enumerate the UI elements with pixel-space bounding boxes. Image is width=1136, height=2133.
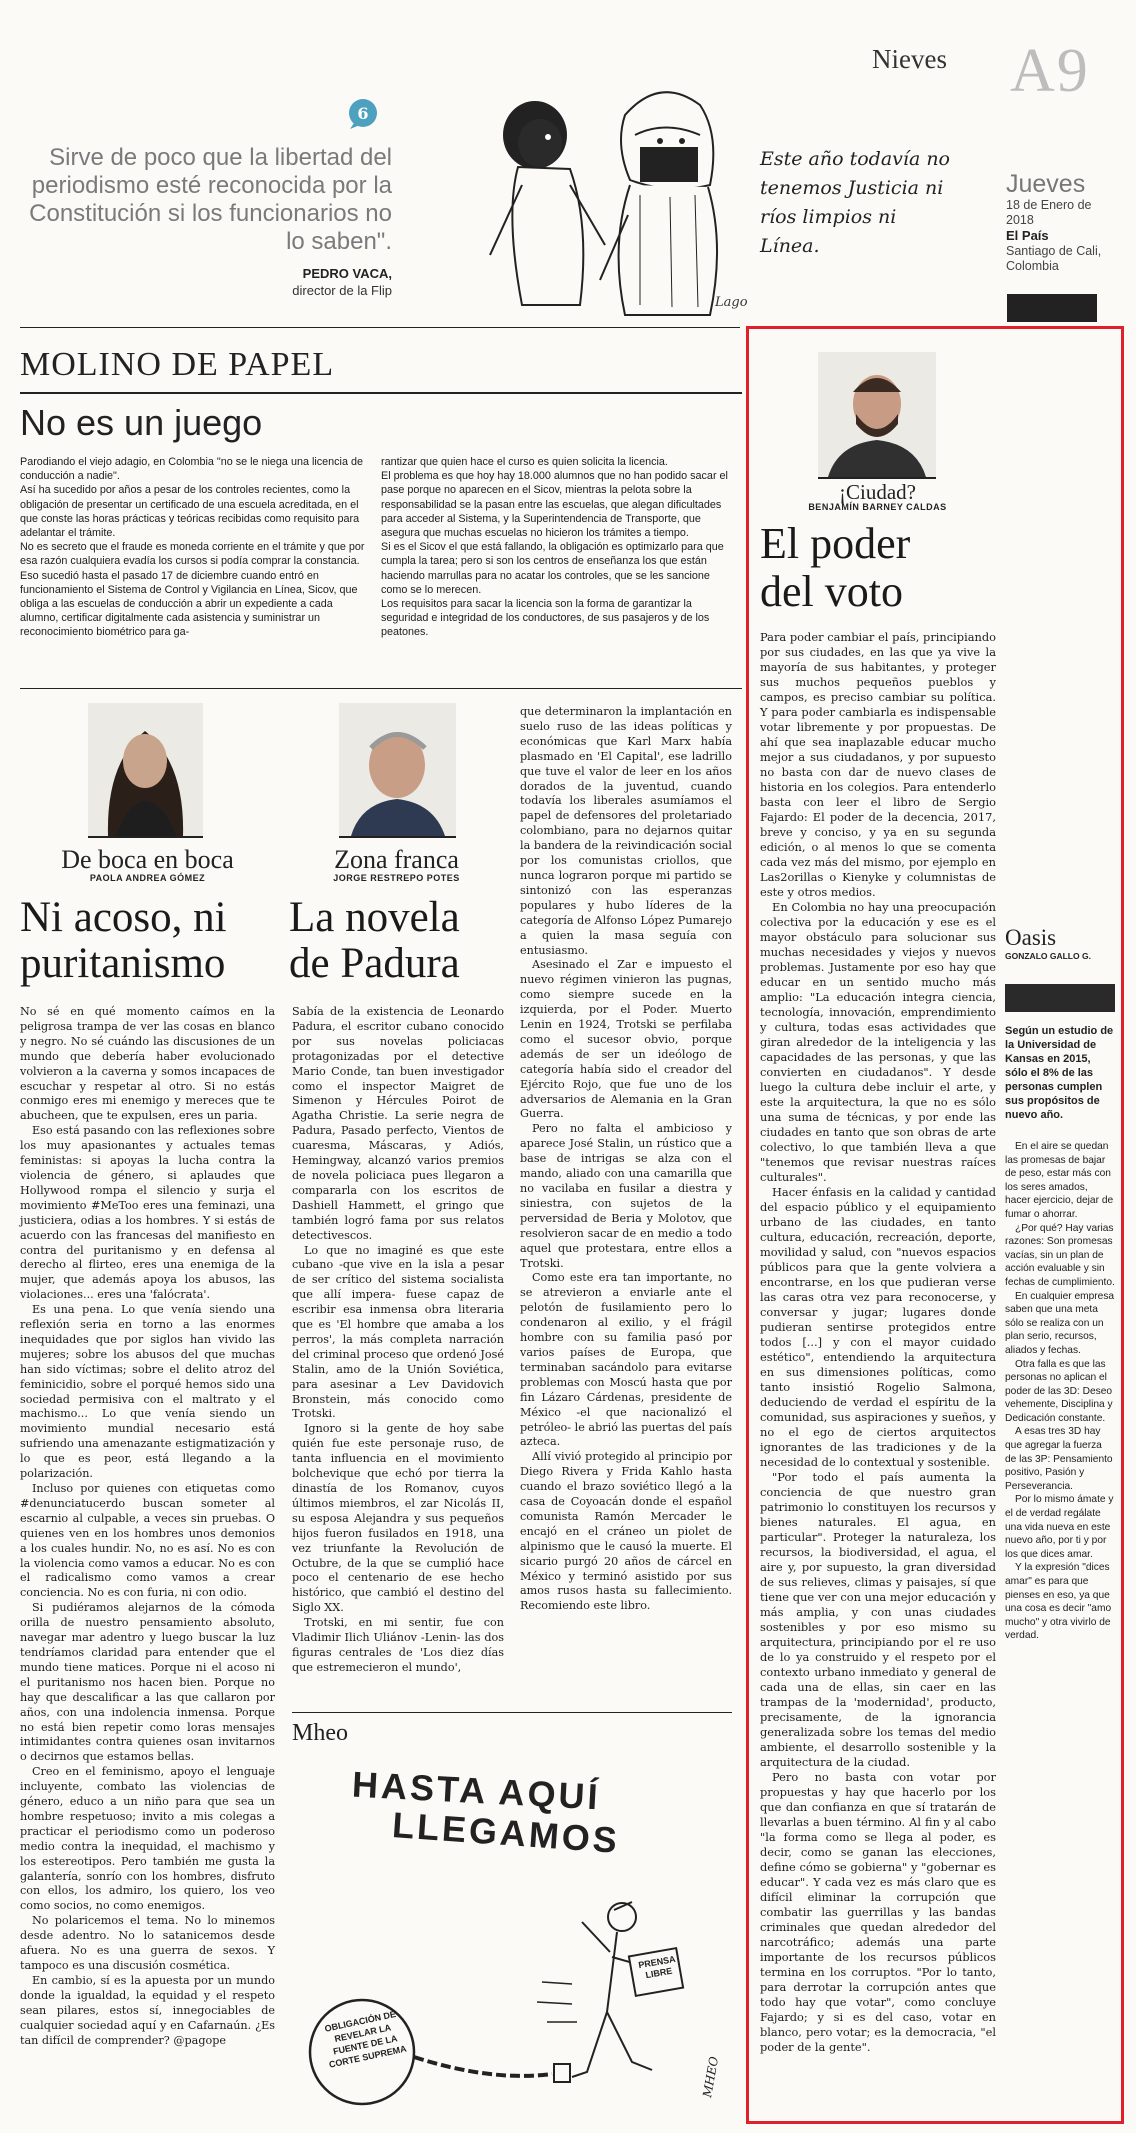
author-photo-restrepo — [339, 703, 456, 838]
speech-bubble-icon — [346, 98, 380, 130]
column-paragraph: En Colombia no hay una preocupación colectiva por la educación y ese es el mayor obstáculo para solucionar sus muchas necesidades y viejos y nuevos problemas. Justamente por eso hay que educar en un sentido mucho más amplio: "La educación integra ciencia, tecnología, innovación, emprendimiento y cultura, todas esas actividades que giran alrededor de la inteligencia y las capacidades de las personas, y que las convierten en ciudadanos". Y desde luego la cultura debe incluir el arte, y este la arquitectura, la que no es sólo una suma de técnicas, y por ende las ciudades en tanto que son obras de arte colectivo, lo que también lleva a que "tenemos que revisar nuestras raíces culturales". — [760, 900, 996, 1184]
mheo-cartoon — [292, 1752, 732, 2122]
column-title-restrepo: La novela de Padura — [289, 894, 460, 987]
cartoon-rule — [292, 1712, 732, 1713]
cartoon-speech-line2: LLEGAMOS — [390, 1804, 622, 1861]
column-title-gomez: Ni acoso, ni puritanismo — [20, 894, 227, 987]
column-author-gomez: PAOLA ANDREA GÓMEZ — [89, 873, 206, 883]
editorial-bottom-rule — [20, 688, 742, 689]
column-paragraph: Trotski, en mi sentir, fue con Vladimir Ilich Uliánov -Lenin- las dos figuras centrales de 'Los diez días que estremecieron el mundo', — [292, 1616, 504, 1674]
column-title-barney-line2: del voto — [760, 567, 903, 616]
column-section-restrepo: Zona franca — [334, 845, 459, 874]
editorial-paragraph: Parodiando el viejo adagio, en Colombia "no se le niega una licencia de conducción a nadie". — [20, 456, 363, 483]
column-paragraph: Si pudiéramos alejarnos de la cómoda orilla de nuestro pensamiento absoluto, navegar mar adentro y luego buscar la luz tendríamos claridad para entender que el mundo tiene matices. Porque ni el acoso ni el puritanismo nos hacen bien. Porque no hay que descalificar a las que callaron por años, con una indolencia inmensa. Porque no está bien repetir como loras mensajes intimidantes contra quienes osan invitarnos o decirnos que estamos bellas. — [20, 1601, 275, 1764]
column-title-barney — [760, 520, 1000, 616]
column-paragraph: Asesinado el Zar e impuesto el nuevo régimen vinieron las pugnas, como siempre sucede en la izquierda, por el Poder. Muerto Lenin en 1924, Trotski se perfilaba como el sucesor obvio, porque además de ser un ideólogo de categoría había sido el creador del Ejército Rojo, que fue uno de los adversarios de Alemania en la Gran Guerra. — [520, 958, 732, 1121]
editorial-paragraph: Los requisitos para sacar la licencia son la forma de garantizar la seguridad e integridad de los conductores, de sus pasajeros y de los peatones. — [381, 598, 710, 639]
column-body-gomez — [20, 1005, 275, 2048]
editorial-paragraph: No es secreto que el fraude es moneda corriente en el trámite y que por esa razón cualquiera evadía los cursos si podía comprar la constancia. — [20, 541, 365, 568]
column-paragraph: No sé en qué momento caímos en la peligrosa trampa de ver las cosas en blanco y negro. No sé cuándo las discusiones de un mundo que debería haber evolucionado volvieron a la caverna y somos incapaces de escuchar y respetar al otro. Si no estás conmigo eres mi enemigo y mereces que te abucheen, que te expulsen, eres un paria. — [20, 1005, 275, 1123]
date: 18 de Enero de 2018 — [1006, 198, 1092, 227]
svg-text:6: 6 — [357, 104, 369, 123]
column-paragraph: Sabía de la existencia de Leonardo Padura, el escritor cubano conocido por sus novelas policiacas protagonizadas por el detective Mario Conde, tan buen investigador como el inspector Maigret de Simenon y Hércules Poirot de Agatha Christie. La serie negra de Padura, Pasado perfecto, Vientos de cuaresma, Máscaras, y Adiós, Hemingway, alcanzó varios premios de novela policiaca pues llegaron a compararla con los escritos de Dashiell Hammett, el gringo que también logró fama por sus relatos detectivescos. — [292, 1005, 504, 1242]
column-body-barney — [760, 630, 996, 2055]
column-paragraph: En cualquier empresa saben que una meta sólo se realiza con un plan serio, recursos, aliados y fechas. — [1005, 1290, 1115, 1356]
column-title-barney-line1: El poder — [760, 519, 911, 568]
editorial-title: No es un juego — [20, 402, 263, 443]
page-number: A9 — [1010, 37, 1090, 105]
author-photo-gomez — [88, 703, 203, 838]
column-paragraph: Lo que no imaginé es que este cubano -que vive en la isla a pesar de ser crítico del sistema socialista que allí impera- fuese capaz de escribir esa inmensa obra literaria que es 'El hombre que amaba a los perros', la más completa narración del criminal proceso que ordenó José Stalin, amo de la Unión Soviética, para asesinar a Lev Davidovich Bronstein, más conocido como Trotski. — [292, 1243, 504, 1421]
column-paragraph: ¿Por qué? Hay varias razones: Son promesas vacías, sin un plan de acción evaluable y sin fechas de cumplimiento. — [1005, 1222, 1115, 1288]
column-paragraph: Hacer énfasis en la calidad y cantidad del espacio público y el equipamiento urbano de las ciudades, en tanto cultura, educación, recreación, deporte, movilidad y salud, con "nuevos espacios públicos para que la gente volviera a encontrarse, en los que pudieran verse las caras otra vez para reconocerse, y conversar y jugar; lugares donde pudieran sentirse protegidos entre todos [...] y con el mayor cuidado estético", entendiendo la arquitectura en sus dimensiones políticas, como tanto insistió Rogelio Salmona, deduciendo de verdad el espíritu de la comunidad, sus aspiraciones y sueños, y no el ego de ciertos arquitectos ignorantes de las tradiciones y de la necesidad de lo contextual y sostenible. — [760, 1185, 996, 1469]
column-section-barney: ¡Ciudad? — [839, 480, 916, 504]
column-paragraph: Para poder cambiar el país, principiando por sus ciudades, en las que ya vive la mayoría de sus habitantes, y proteger sus muchos pequeños pueblos y campos, es preciso cambiar su política. Y para poder cambiarla es indispensable votar libremente y por propuestas. De ahí que sea inaplazable educar mucho mejor a sus ciudadanos, y por supuesto no basta con dar de nuevo clases de historia en los colegios. Para entenderlo basta con leer el libro de Sergio Fajardo: El poder de la decencia, 2017, breve y conciso, y ya en su segunda edición, o al menos lo que se comenta cada vez más del mismo, por ejemplo en Las2orillas o Kienyke y columnistas de este y otros medios. — [760, 630, 996, 899]
editorial-paragraph: El problema es que hoy hay 18.000 alumnos que no han podido sacar el pase porque no aparecen en el Sicov, mientras la pelota sobre la responsabilidad se la pasan entre las escuelas, que alegan dificultades para acceder al Sistema, y la Superintendencia de Transporte, que asegura que muchas escuelas no hicieron los trámites a tiempo. — [381, 470, 728, 540]
column-section-gallo: Oasis — [1005, 925, 1057, 950]
section-name: Nieves — [872, 44, 947, 74]
editorial-paragraph: Si es el Sicov el que está fallando, la obligación es optimizarlo para que cumpla la tarea; pero si son los centros de enseñanza los que están haciendo marrullas para no acatar los controles, que se les sancione como se lo merecen. — [381, 541, 724, 596]
column-paragraph: Y la expresión "dices amar" es para que pienses en eso, ya que una cosa es decir "amo mucho" y otra vivirlo de verdad. — [1005, 1562, 1112, 1642]
column-paragraph: "Por todo el país aumenta la conciencia de que nuestro gran patrimonio lo constituyen los recursos y bienes naturales. El agua, en particular". Proteger la naturaleza, los recursos, la biodiversidad, el agua, el aire y, por supuesto, la gran diversidad de sus relieves, climas y paisajes, sí que tiene que ver con una mejor educación y más amplia, y con unas ciudades sostenibles y por eso mismo su arquitectura, principiando por el re uso de lo ya construido y el respeto por el contexto urbano inmediato y general de cada una de ellas, sin caer en las trampas de la 'modernidad', producto, precisamente, de la ignorancia generalizada sobre los temas del medio ambiente, el desarrollo sostenible y la arquitectura de la ciudad. — [760, 1470, 996, 1769]
editorial-column-1 — [20, 455, 372, 640]
cartoon-signature: MHEO — [700, 2055, 722, 2099]
editorial-kicker: MOLINO DE PAPEL — [20, 346, 335, 383]
editorial-paragraph: rantizar que quien hace el curso es quien solicita la licencia. — [381, 456, 668, 468]
editorial-column-2 — [381, 455, 739, 640]
column-lead-gallo: Según un estudio de la Universidad de Kansas en 2015, sólo el 8% de las personas cumplen sus propósitos de nuevo año. — [1005, 1025, 1114, 1121]
column-paragraph: En el aire se quedan las promesas de bajar de peso, estar más con los seres amados, hacer ejercicio, dejar de fumar o ahorrar. — [1005, 1141, 1114, 1220]
author-photo-barney — [818, 352, 936, 479]
column-paragraph: No polaricemos el tema. No lo minemos desde adentro. No lo satanicemos desde afuera. No es una guerra de sexos. Y tampoco es una discusión cosmética. — [20, 1914, 275, 1972]
column-paragraph: Por lo mismo ámate y el de verdad regálate una vida nueva en este nuevo año, por ti y por los que dices amar. — [1005, 1494, 1114, 1560]
column-paragraph: Es una pena. Lo que venía siendo una reflexión seria en torno a las enormes inequidades que por siglos han vivido las mujeres; sobre los abusos del que muchas han sido víctimas; sobre el delito atroz del feminicidio, sobre el porqué hemos sido una sociedad permisiva con el maltrato y el machismo... Lo que venía siendo un movimiento mundial necesario está sufriendo una amenazante estigmatización y lo que es peor, está llegando a la polarización. — [20, 1303, 275, 1481]
column-paragraph: Otra falla es que las personas no aplican el poder de las 3D: Deseo vehemente, Disciplina y Dedicación constante. — [1005, 1358, 1113, 1424]
quote-text: Sirve de poco que la libertad del periodismo esté reconocida por la Constitución si los funcionarios no lo saben". — [29, 144, 392, 255]
column-section-gomez: De boca en boca — [61, 845, 234, 874]
column-paragraph: Como este era tan importante, no se atrevieron a enviarle ante el pelotón de fusilamiento pero lo condenaron al exilio, y el frágil hombre con su familia pasó por varios países de Europa, que terminaban sacándolo para evitarse problemas con Moscú hasta que por fin Lázaro Cárdenas, presidente de México -el que nacionalizó el petróleo- le abrió las puertas del país azteca. — [520, 1271, 732, 1449]
column-author-gallo: GONZALO GALLO G. — [1005, 951, 1091, 961]
column-body-restrepo-1 — [292, 1005, 504, 1676]
header-rule — [20, 327, 740, 328]
column-paragraph: A esas tres 3D hay que agregar la fuerza de las 3P: Pensamiento positivo, Pasión y Perseverancia. — [1005, 1426, 1113, 1492]
column-paragraph: Ignoro si la gente de hoy sabe quién fue este personaje ruso, de tanta influencia en el movimiento bolchevique que echó por tierra la dinastía de los Romanov, cuyos últimos miembros, el zar Nicolás II, su esposa Alejandra y sus pequeños hijos fueron fusilados en 1918, una vez triunfante la Revolución de Octubre, de la que se cumplió hace poco el centenario de ese hecho histórico, que cambió el destino del Siglo XX. — [292, 1422, 504, 1615]
date-block-bar — [1007, 294, 1097, 322]
column-paragraph: Incluso por quienes con etiquetas como #denunciatucerdo buscan someter al escarnio al culpable, a veces sin pruebas. O quienes ven en los hombres unos demonios a los cuales hundir. No, no es así. No es con la violencia como vamos a educar. No es con el radicalismo como vamos a crear conciencia. No es con furia, ni con odio. — [20, 1482, 275, 1600]
cartoon-speech-line1: HASTA AQUÍ — [351, 1763, 602, 1818]
cartoon-ball-text: OBLIGACIÓN DE REVELAR LA FUENTE DE LA CORTE SUPREMA — [323, 2008, 408, 2070]
top-cartoon-signature: Lago — [715, 295, 748, 310]
quote-role: director de la Flip — [292, 283, 392, 298]
column-author-restrepo: JORGE RESTREPO POTES — [333, 873, 460, 883]
column-paragraph: En cambio, sí es la apuesta por un mundo donde la igualdad, la equidad y el respeto sean pilares, estos sí, innegociables de cualquier sociedad aquí y en Cafarnaún. ¿Es tan difícil de comprender? @pagope — [20, 1973, 275, 2047]
weekday: Jueves — [1006, 170, 1086, 198]
column-paragraph: que determinaron la implantación en suelo ruso de las ideas políticas y económicas que Karl Marx había plasmado en 'El Capital', ese ladrillo que tuve el valor de leer en los años dorados de la juventud, cuando todavía los liberales asumíamos el papel de defensores del proletariado colombiano, para no dejarnos quitar la bandera de la reivindicación social por los comunistas criollos, que nunca lograron porque mi partido se sintonizó con las esperanzas populares y hubo líderes de la categoría de Alfonso López Pumarejo a quien la masa seguía con entusiasmo. — [520, 705, 732, 957]
column-paragraph: Pero no basta con votar por propuestas y hay que hacerlo por los que dan confianza en que sí tratarán de llevarlas a buen término. Al fin y al cabo "la forma como se llega al poder, es decir, como se ganan las elecciones, define cómo se gobierna" y "gobernar es educar". Y cada vez es más claro que es difícil eliminar la corrupción que combatir las guerrillas y las bandas criminales que quedan alrededor del narcotráfico; además una parte importante de los recursos públicos termina en los corruptos. "Por lo tanto, para derrotar la corrupción antes que todo hay que votar", como concluye Fajardo; y si es del caso, votar en blanco, pero votar; es la democracia, "el poder de la gente". — [760, 1770, 996, 2054]
top-cartoon — [410, 75, 1000, 320]
city: Santiago de Cali, Colombia — [1006, 244, 1102, 273]
editorial-paragraph: Eso sucedió hasta el pasado 17 de diciembre cuando entró en funcionamiento el Sistema de Control y Vigilancia en Línea, Sicov, que obliga a las escuelas de conducción a abrir un expediente a cada alumno, certificar digitalmente cada asistencia y suministrar un reconocimiento biométrico para ga- — [20, 569, 358, 639]
column-paragraph: Allí vivió protegido al principio por Diego Rivera y Frida Kahlo hasta cuando el brazo soviético llegó a la casa de Coyoacán donde el español comunista Ramón Mercader le encajó en el cráneo un piolet de alpinismo que le causó la muerte. El sicario purgó 20 años de cárcel en México y terminó asistido por sus amos rusos hasta su fallecimiento. Recomiendo este libro. — [520, 1450, 732, 1613]
cartoon-label: Mheo — [292, 1720, 348, 1746]
column-paragraph: Creo en el feminismo, apoyo el lenguaje incluyente, combato las violencias de género, educo a un niño para que sea un hombre respetuoso; invito a mis colegas a practicar el periodismo como un poderoso medio contra la inequidad, el machismo y los estereotipos. Pero también me gusta la galantería, sonrío con los hombres, disfruto con ellos, los admiro, los quiero, los veo como socios, no como enemigos. — [20, 1765, 275, 1913]
column-body-gallo — [1005, 1140, 1115, 1643]
date-block — [1006, 170, 1128, 274]
paper-name: El País — [1006, 228, 1049, 243]
column-paragraph: Eso está pasando con las reflexiones sobre los muy apasionantes y actuales temas feministas: si apoyas la lucha contra la violencia de género, si aplaudes que Hollywood rompa el silencio y surja el movimiento #MeToo eres una feminazi, una justiciera, odias a los hombres. Y si estás de acuerdo con las francesas del manifiesto en contra del puritanismo y en defensa al derecho al flirteo, eres una enemiga de la mujer, que además apoya los abusos, las violaciones... eres una 'falócrata'. — [20, 1124, 275, 1302]
cartoon-sign-text: PRENSA LIBRE — [637, 1953, 677, 1981]
column-gallo-bar — [1005, 984, 1115, 1012]
top-cartoon-caption: Este año todavía no tenemos Justicia ni ríos limpios ni Línea. — [760, 148, 950, 257]
editorial-paragraph: Así ha sucedido por años a pesar de los controles recientes, como la obligación de presentar un certificado de una escuela acreditada, en el que conste las horas prácticas y teóricas recibidas como requisito para adelantar el trámite. — [20, 484, 360, 540]
column-body-restrepo-2 — [520, 705, 732, 1614]
column-author-barney: BENJAMÍN BARNEY CALDAS — [808, 502, 947, 512]
quote-author: PEDRO VACA, — [302, 266, 392, 281]
column-paragraph: Pero no falta el ambicioso y aparece José Stalin, un rústico que a base de intrigas se alza con el mando, aliado con una camarilla que no vacilaba en fusilar a diestra y siniestra, con sujetos de la perversidad de Beria y Molotov, que resolvieron sacar de en medio a todo aquel que protestara, entre ellos a Trotski. — [520, 1122, 732, 1270]
editorial-rule — [20, 392, 742, 394]
